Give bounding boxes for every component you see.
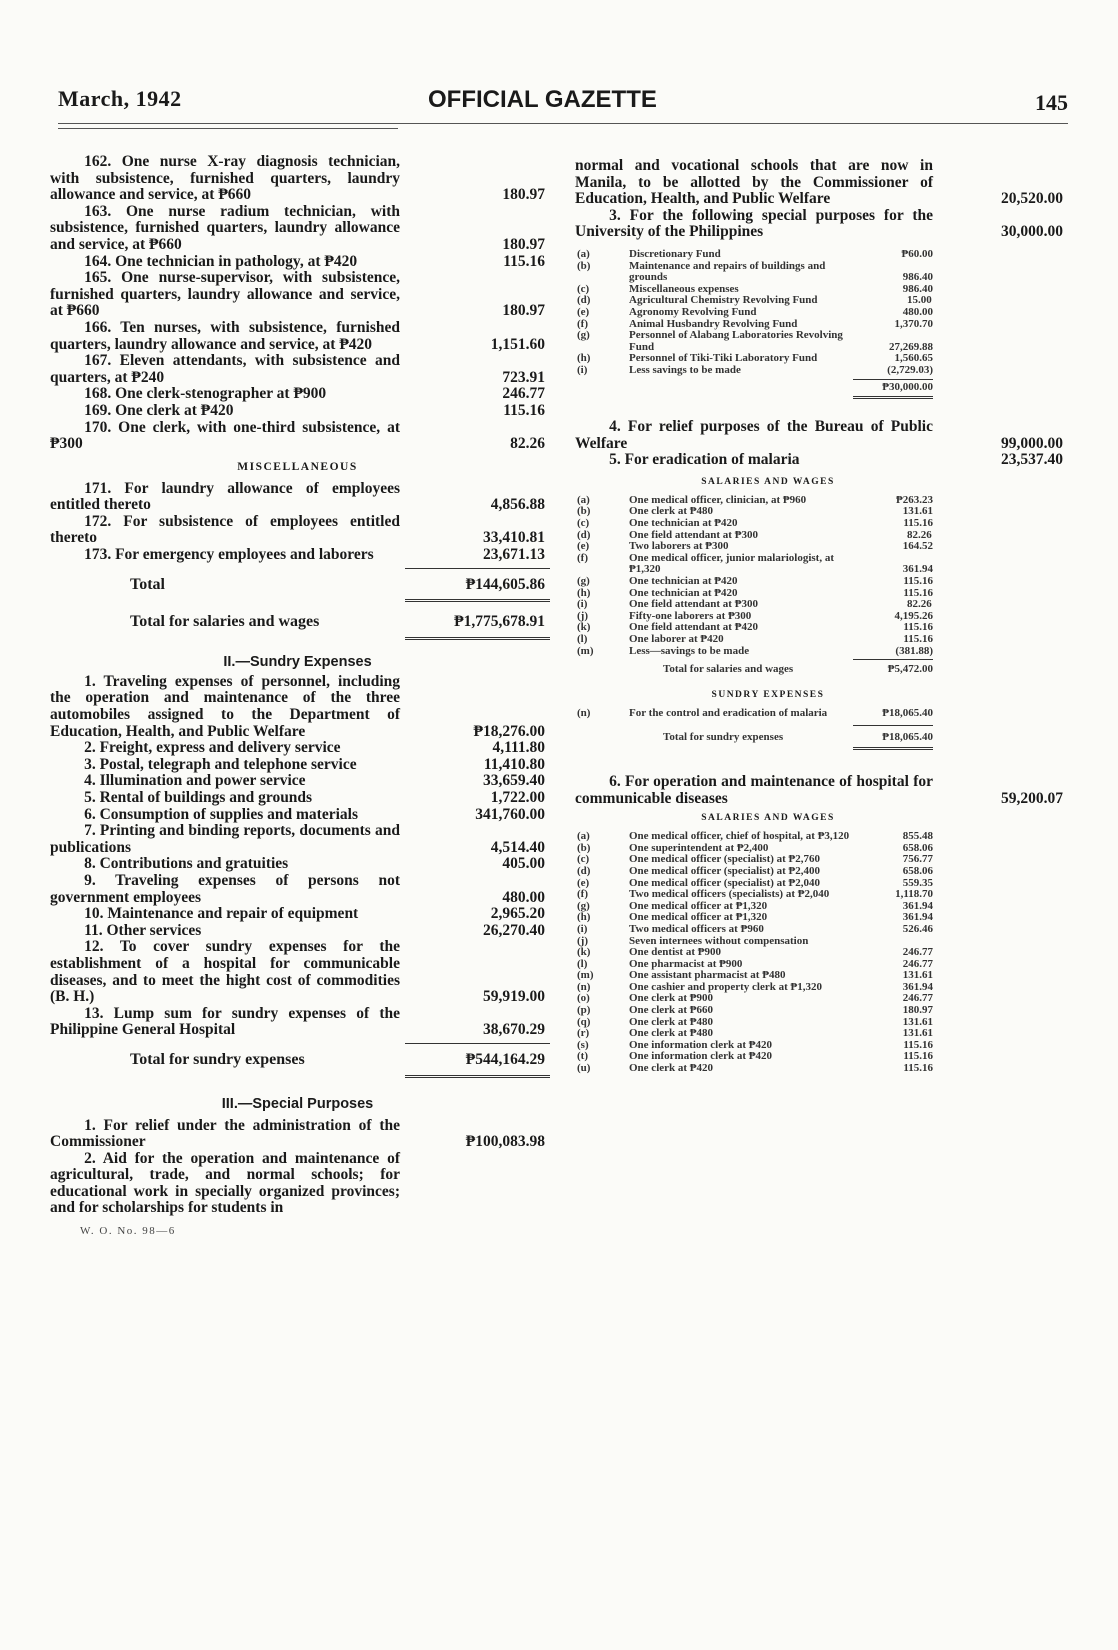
- item-6: [575, 774, 1063, 807]
- sub-item-amount: ₱263.23: [896, 493, 933, 506]
- sub-item-text: One assistant pharmacist at ₱480: [629, 969, 786, 982]
- item-4-amount: 99,000.00: [1001, 434, 1063, 452]
- sub-item-label: (t): [577, 1050, 588, 1063]
- sub-item-text: One clerk at ₱900: [629, 992, 714, 1005]
- sub-item-label: (i): [577, 598, 588, 611]
- sub-item-label: (g): [577, 575, 590, 588]
- sub-item-text: Personnel of Alabang Laboratories Revolving Fund: [629, 329, 843, 353]
- line-item: [50, 386, 545, 403]
- sub-item-text: One laborer at ₱420: [629, 633, 724, 645]
- item-6-amount: 59,200.07: [1001, 789, 1063, 807]
- line-item: [50, 856, 545, 873]
- line-item: [50, 514, 545, 547]
- line-item-text: 169. One clerk at ₱420: [84, 401, 234, 419]
- sub-item-label: (i): [577, 363, 588, 376]
- sub-item-amount: 180.97: [902, 1004, 933, 1017]
- sub-item-label: (j): [577, 609, 588, 622]
- sub-item-text: One medical officer (specialist) at ₱2,760: [629, 853, 821, 866]
- sub-item-text: One medical officer (specialist) at ₱2,400: [629, 864, 821, 877]
- sub-item: [577, 551, 933, 576]
- sub-item-label: (h): [577, 586, 591, 599]
- line-item: [50, 154, 545, 204]
- sub-item-label: (c): [577, 853, 590, 866]
- line-item-text: 171. For laundry allowance of employees entitled thereto: [50, 479, 400, 514]
- up-total: ₱30,000.00: [882, 380, 933, 393]
- sub-item-text: Personnel of Tiki-Tiki Laboratory Fund: [629, 352, 818, 365]
- sub-item-text: One clerk at ₱480: [629, 1015, 714, 1028]
- line-item: [50, 403, 545, 420]
- sub-item-amount: ₱60.00: [901, 247, 933, 260]
- line-item-text: 172. For subsistence of employees entitled thereto: [50, 512, 400, 547]
- sub-item-text: Less savings to be made: [629, 363, 741, 376]
- sub-item-text: One field attendant at ₱300: [629, 598, 758, 611]
- line-item-text: 2. Freight, express and delivery service: [84, 739, 341, 757]
- line-item-amount: 82.26: [510, 435, 545, 453]
- total-salaries-amount: ₱1,775,678.91: [454, 613, 545, 631]
- line-item: [50, 547, 545, 564]
- sundry-total-label: Total for sundry expenses: [130, 1050, 305, 1068]
- line-item-amount: 38,670.29: [483, 1021, 545, 1039]
- sub-item-label: (p): [577, 1004, 591, 1017]
- sub-item-label: (k): [577, 946, 591, 959]
- left-column: [50, 154, 545, 1237]
- total-row: [50, 577, 545, 594]
- special-item-1-amount: ₱100,083.98: [465, 1133, 545, 1151]
- malaria-sundry-text: For the control and eradication of malaria: [629, 706, 828, 719]
- sub-item-amount: 115.16: [903, 586, 933, 599]
- sub-item-label: (f): [577, 551, 588, 564]
- sub-item-amount: 986.40: [902, 282, 933, 295]
- header-rule: [58, 123, 1068, 124]
- sub-item-label: (d): [577, 294, 591, 307]
- sub-item-text: One superintendent at ₱2,400: [629, 841, 769, 854]
- line-item-amount: 1,151.60: [490, 335, 545, 353]
- malaria-sw-total-row: [603, 660, 933, 676]
- sub-item-text: One information clerk at ₱420: [629, 1038, 772, 1051]
- sub-item-text: One clerk at ₱420: [629, 1062, 714, 1075]
- sub-item-amount: 559.35: [902, 876, 933, 889]
- sub-item-amount: 855.48: [902, 830, 933, 843]
- sub-item-label: (b): [577, 505, 591, 518]
- sub-item-label: (o): [577, 992, 590, 1005]
- sundry-expenses-list: [50, 674, 545, 1039]
- sub-item-amount: 1,560.65: [894, 352, 933, 365]
- page-header: [58, 84, 1068, 120]
- issue-date: March, 1942: [58, 86, 182, 111]
- item-4: [575, 419, 1063, 452]
- sub-item-amount: 115.16: [903, 517, 933, 530]
- line-item-amount: 2,965.20: [490, 905, 545, 923]
- sub-item-text: Fifty-one laborers at ₱300: [629, 609, 752, 622]
- sub-item-amount: 246.77: [902, 946, 933, 959]
- sub-item-text: One cashier and property clerk at ₱1,320: [629, 980, 822, 993]
- line-item-text: 9. Traveling expenses of persons not government employees: [50, 871, 400, 906]
- sub-item-amount: 164.52: [902, 540, 933, 553]
- sub-item-text: Animal Husbandry Revolving Fund: [629, 317, 798, 330]
- sub-item-amount: 1,118.70: [895, 888, 933, 901]
- sub-item-text: Miscellaneous expenses: [629, 282, 739, 295]
- sundry-total-row: [50, 1052, 545, 1069]
- line-item-amount: 115.16: [503, 252, 545, 270]
- sub-item-label: (h): [577, 911, 591, 924]
- sub-item-text: Maintenance and repairs of buildings and grounds: [629, 259, 826, 284]
- sub-item-label: (f): [577, 317, 588, 330]
- sub-item-label: (g): [577, 329, 590, 342]
- total-salaries-double-rule: [405, 637, 550, 640]
- sub-item-label: (a): [577, 247, 590, 260]
- sub-item-amount: 131.61: [902, 1015, 933, 1028]
- sub-item-label: (f): [577, 888, 588, 901]
- line-item: [50, 939, 545, 1005]
- sub-item-amount: 115.16: [903, 575, 933, 588]
- sub-item-amount: 115.16: [903, 1038, 933, 1051]
- line-item-text: 1. Traveling expenses of personnel, including the operation and maintenance of the three automobiles assigned to the Department of Education, Health, and Public Welfare: [50, 672, 400, 740]
- item-3-text: 3. For the following special purposes for the University of the Philippines: [575, 206, 933, 241]
- sub-item-amount: 361.94: [902, 899, 933, 912]
- malaria-sundry-label: (n): [577, 706, 591, 719]
- line-item-text: 170. One clerk, with one-third subsistence, at ₱300: [50, 418, 400, 453]
- special-item-1: [50, 1118, 545, 1151]
- malaria-sundry-double-rule: [853, 747, 933, 750]
- malaria-sundry-total-row: [603, 726, 933, 744]
- line-item: [50, 270, 545, 320]
- sub-item-label: (c): [577, 517, 590, 530]
- line-item: [50, 353, 545, 386]
- line-item-text: 164. One technician in pathology, at ₱420: [84, 252, 358, 270]
- line-item-amount: 115.16: [503, 401, 545, 419]
- line-item-text: 12. To cover sundry expenses for the establishment of a hospital for communicable diseases, and to meet the hight cost of commodities (B. H.): [50, 938, 400, 1006]
- sub-item-amount: 361.94: [902, 911, 933, 924]
- up-total-block: [603, 379, 933, 400]
- sub-item-text: One dentist at ₱900: [629, 946, 721, 959]
- sub-item-text: One pharmacist at ₱900: [629, 957, 743, 970]
- sub-item: (d) Agricultural Chemistry Revolving Fund 15.00: [577, 294, 932, 307]
- malaria-sundry-amount: ₱18,065.40: [882, 706, 933, 719]
- sub-item-text: One medical officer, junior malariologist, at ₱1,320: [629, 551, 834, 576]
- footer-code: W. O. No. 98—6: [80, 1225, 176, 1238]
- malaria-sundry-block: [577, 706, 933, 750]
- sub-item-label: (e): [577, 876, 590, 889]
- item-6-text: 6. For operation and maintenance of hospital for communicable diseases: [575, 772, 933, 807]
- line-item-text: 8. Contributions and gratuities: [84, 855, 289, 873]
- sub-item-amount: 986.40: [902, 271, 933, 284]
- line-item-text: 10. Maintenance and repair of equipment: [84, 905, 359, 923]
- line-item-amount: 59,919.00: [483, 988, 545, 1006]
- special-item-2: [50, 1151, 545, 1217]
- sub-item-amount: 115.16: [903, 1050, 933, 1063]
- sub-item-amount: 131.61: [902, 1027, 933, 1040]
- line-item-amount: 180.97: [502, 186, 545, 204]
- sub-item-amount: 756.77: [902, 853, 933, 866]
- malaria-sundry-total-label: Total for sundry expenses: [663, 731, 784, 744]
- sub-item-text: One technician at ₱420: [629, 575, 738, 588]
- sub-item-label: (n): [577, 980, 591, 993]
- special-item-2-text: 2. Aid for the operation and maintenance of agricultural, trade, and normal schools; for educational work in specially organized provinces; and for scholarships for students in: [50, 1149, 400, 1217]
- salary-items-list: [50, 154, 545, 453]
- sub-item-label: (m): [577, 969, 594, 982]
- line-item: [50, 790, 545, 807]
- malaria-salaries-heading: SALARIES AND WAGES: [701, 476, 835, 487]
- line-item-amount: 33,410.81: [483, 529, 545, 547]
- sub-item-text: Two medical officers (specialists) at ₱2,040: [629, 888, 830, 901]
- sub-item-text: One clerk at ₱660: [629, 1004, 714, 1017]
- continuation-paragraph: [575, 158, 1063, 208]
- malaria-sw-total-label: Total for salaries and wages: [663, 663, 794, 676]
- line-item-amount: 26,270.40: [483, 921, 545, 939]
- misc-items-list: [50, 481, 545, 564]
- line-item: [50, 906, 545, 923]
- line-item-amount: 4,111.80: [492, 739, 545, 757]
- right-column: [575, 158, 1063, 1075]
- sub-item-amount: 1,370.70: [894, 317, 933, 330]
- line-item-amount: 723.91: [502, 368, 545, 386]
- sub-item-text: Discretionary Fund: [629, 247, 721, 260]
- line-item-text: 165. One nurse-supervisor, with subsistence, furnished quarters, laundry allowance and service, at ₱660: [50, 269, 400, 320]
- up-total-double-rule: [853, 396, 933, 399]
- sub-item-amount: 361.94: [902, 980, 933, 993]
- line-item-amount: 23,671.13: [483, 546, 545, 564]
- line-item: [50, 204, 545, 254]
- total-label: Total: [130, 575, 165, 593]
- sub-item-amount: 658.06: [902, 841, 933, 854]
- malaria-sundry-heading: SUNDRY EXPENSES: [711, 689, 825, 700]
- sub-item-label: (l): [577, 633, 588, 645]
- sub-item-label: (b): [577, 841, 591, 854]
- line-item-text: 13. Lump sum for sundry expenses of the Philippine General Hospital: [50, 1004, 400, 1039]
- line-item-text: 163. One nurse radium technician, with subsistence, furnished quarters, laundry allowance and service, at ₱660: [50, 202, 400, 253]
- line-item-amount: 246.77: [502, 385, 545, 403]
- line-item: [50, 420, 545, 453]
- sub-item-text: Less—savings to be made: [629, 644, 750, 657]
- sub-item-label: (g): [577, 899, 590, 912]
- sub-item-amount: 480.00: [902, 305, 933, 318]
- sub-item-amount: 4,195.26: [894, 609, 933, 622]
- sub-item-amount: 115.16: [903, 1062, 933, 1075]
- sub-item-text: One medical officer, clinician, at ₱960: [629, 493, 807, 506]
- line-item-amount: ₱18,276.00: [473, 722, 545, 740]
- sub-item-amount: (381.88): [895, 644, 933, 657]
- sub-item-label: (m): [577, 644, 594, 657]
- sub-item-text: One technician at ₱420: [629, 517, 738, 530]
- item-3: [575, 208, 1063, 241]
- sub-item-label: (r): [577, 1027, 590, 1040]
- sub-item-label: (i): [577, 922, 588, 935]
- line-item: [50, 481, 545, 514]
- sub-item-amount: 361.94: [902, 563, 933, 576]
- line-item-text: 162. One nurse X-ray diagnosis technician, with subsistence, furnished quarters, laundry allowance and service, at ₱660: [50, 153, 400, 204]
- sub-item: [577, 329, 933, 353]
- sub-item-text: Agronomy Revolving Fund: [629, 305, 757, 318]
- line-item-text: 7. Printing and binding reports, documents and publications: [50, 822, 400, 856]
- sub-item-amount: 246.77: [902, 992, 933, 1005]
- malaria-items-list: [577, 493, 933, 657]
- sub-item-label: (d): [577, 864, 591, 877]
- sub-item-label: (a): [577, 493, 590, 506]
- sub-item-text: One information clerk at ₱420: [629, 1050, 772, 1063]
- sub-item-label: (q): [577, 1015, 591, 1028]
- line-item: [50, 320, 545, 353]
- sub-item: [577, 644, 933, 658]
- malaria-sundry-total-amount: ₱18,065.40: [882, 731, 933, 744]
- sub-item-label: (k): [577, 621, 591, 634]
- item-5-amount: 23,537.40: [1001, 451, 1063, 469]
- sub-item-amount: 115.16: [903, 633, 933, 645]
- hospital-salaries-heading: SALARIES AND WAGES: [701, 813, 835, 824]
- line-item: [50, 823, 545, 856]
- sum-rule: [405, 568, 550, 569]
- total-double-rule: [405, 599, 550, 602]
- line-item-text: 11. Other services: [84, 921, 202, 939]
- sub-item-label: (e): [577, 305, 590, 318]
- line-item-amount: 4,514.40: [490, 838, 545, 856]
- sub-item-text: One medical officer at ₱1,320: [629, 899, 768, 912]
- malaria-sw-total-block: [603, 659, 933, 676]
- line-item-amount: 33,659.40: [483, 772, 545, 790]
- sub-item-amount: 115.16: [903, 621, 933, 634]
- hospital-items-list: [577, 830, 933, 1075]
- line-item-amount: 341,760.00: [475, 805, 545, 823]
- total-salaries-label: Total for salaries and wages: [130, 613, 320, 631]
- item-3-amount: 30,000.00: [1001, 223, 1063, 241]
- sub-item-label: (e): [577, 540, 590, 553]
- publication-title: OFFICIAL GAZETTE: [428, 86, 657, 113]
- sub-item-text: Two medical officers at ₱960: [629, 922, 764, 935]
- line-item: [50, 740, 545, 757]
- line-item-text: 167. Eleven attendants, with subsistence and quarters, at ₱240: [50, 352, 400, 386]
- sub-item-label: (d): [577, 528, 591, 541]
- line-item-text: 4. Illumination and power service: [84, 772, 306, 790]
- sub-item-text: One medical officer, chief of hospital, at ₱3,120: [629, 830, 850, 843]
- line-item: [50, 923, 545, 940]
- sub-item-label: (l): [577, 957, 588, 970]
- malaria-sw-total-amount: ₱5,472.00: [887, 663, 933, 676]
- sub-item-text: Agricultural Chemistry Revolving Fund: [629, 294, 818, 307]
- line-item-text: 173. For emergency employees and laborers: [84, 546, 374, 564]
- sub-item-amount: 131.61: [902, 969, 933, 982]
- item-5-text: 5. For eradication of malaria: [609, 451, 800, 469]
- special-purposes-heading: III.—Special Purposes: [221, 1095, 374, 1112]
- sundry-sum-rule: [405, 1043, 550, 1044]
- line-item-amount: 480.00: [502, 888, 545, 906]
- sub-item-text: Two laborers at ₱300: [629, 540, 729, 553]
- sub-item-label: (b): [577, 259, 591, 272]
- sub-item-label: (s): [577, 1038, 589, 1051]
- sub-item-text: One clerk at ₱480: [629, 505, 714, 518]
- page-number: 145: [1035, 90, 1068, 115]
- total-salaries-row: [50, 614, 545, 631]
- sub-item: (i) One field attendant at ₱300 82.26: [577, 598, 932, 611]
- line-item: [50, 674, 545, 740]
- malaria-sundry-item: [577, 706, 933, 720]
- sub-item-amount: 246.77: [902, 957, 933, 970]
- line-item-amount: 4,856.88: [490, 496, 545, 514]
- line-item-text: 168. One clerk-stenographer at ₱900: [84, 385, 327, 403]
- item-4-text: 4. For relief purposes of the Bureau of Public Welfare: [575, 418, 933, 452]
- header-rule-short: [58, 128, 398, 129]
- miscellaneous-heading: MISCELLANEOUS: [237, 460, 358, 473]
- sub-item-amount: 27,269.88: [889, 340, 933, 353]
- sub-item-text: One field attendant at ₱300: [629, 528, 758, 541]
- line-item-amount: 11,410.80: [483, 755, 545, 773]
- line-item-amount: 180.97: [502, 235, 545, 253]
- sub-item-text: Seven internees without compensation: [629, 934, 809, 947]
- continuation-amount: 20,520.00: [1001, 190, 1063, 208]
- line-item: [50, 1006, 545, 1039]
- line-item-text: 166. Ten nurses, with subsistence, furnished quarters, laundry allowance and service, at ₱420: [50, 318, 400, 353]
- sundry-expenses-heading: II.—Sundry Expenses: [223, 653, 372, 670]
- sub-item-text: One clerk at ₱480: [629, 1027, 714, 1040]
- sub-item: [577, 363, 933, 377]
- sub-item-label: (c): [577, 282, 590, 295]
- up-items-list: [577, 247, 933, 377]
- sub-item-label: (h): [577, 352, 591, 365]
- sub-item-amount: 658.06: [902, 864, 933, 877]
- sub-item: [577, 259, 933, 284]
- sub-item-label: (u): [577, 1062, 591, 1075]
- sundry-total-amount: ₱544,164.29: [465, 1050, 545, 1068]
- sub-item-label: (a): [577, 830, 590, 843]
- sub-item-text: One medical officer (specialist) at ₱2,040: [629, 876, 821, 889]
- special-item-1-text: 1. For relief under the administration of the Commissioner: [50, 1116, 400, 1151]
- line-item: [50, 773, 545, 790]
- sub-item-text: One medical officer at ₱1,320: [629, 911, 768, 924]
- line-item: [50, 254, 545, 271]
- item-5: [575, 452, 1063, 469]
- line-item-amount: 405.00: [502, 855, 545, 873]
- sub-item-amount: 131.61: [902, 505, 933, 518]
- sub-item-text: One technician at ₱420: [629, 586, 738, 599]
- sub-item-text: One field attendant at ₱420: [629, 621, 758, 634]
- sub-item: (d) One field attendant at ₱300 82.26: [577, 528, 932, 541]
- line-item-amount: 180.97: [502, 302, 545, 320]
- line-item: [50, 873, 545, 906]
- sub-item-amount: 526.46: [902, 922, 933, 935]
- sub-item-label: (j): [577, 934, 588, 947]
- sundry-total-double-rule: [405, 1075, 550, 1078]
- total-amount: ₱144,605.86: [465, 575, 545, 593]
- line-item: [50, 757, 545, 774]
- line-item-text: 5. Rental of buildings and grounds: [84, 789, 313, 806]
- sub-item: [577, 1062, 933, 1075]
- sub-item-amount: (2,729.03): [887, 363, 933, 376]
- line-item-amount: 1,722.00: [490, 789, 545, 806]
- continuation-text: normal and vocational schools that are now in Manila, to be allotted by the Commissioner of Education, Health, and Public Welfare: [575, 157, 933, 208]
- line-item-text: 3. Postal, telegraph and telephone service: [84, 755, 357, 773]
- line-item: [50, 807, 545, 824]
- line-item-text: 6. Consumption of supplies and materials: [84, 805, 358, 823]
